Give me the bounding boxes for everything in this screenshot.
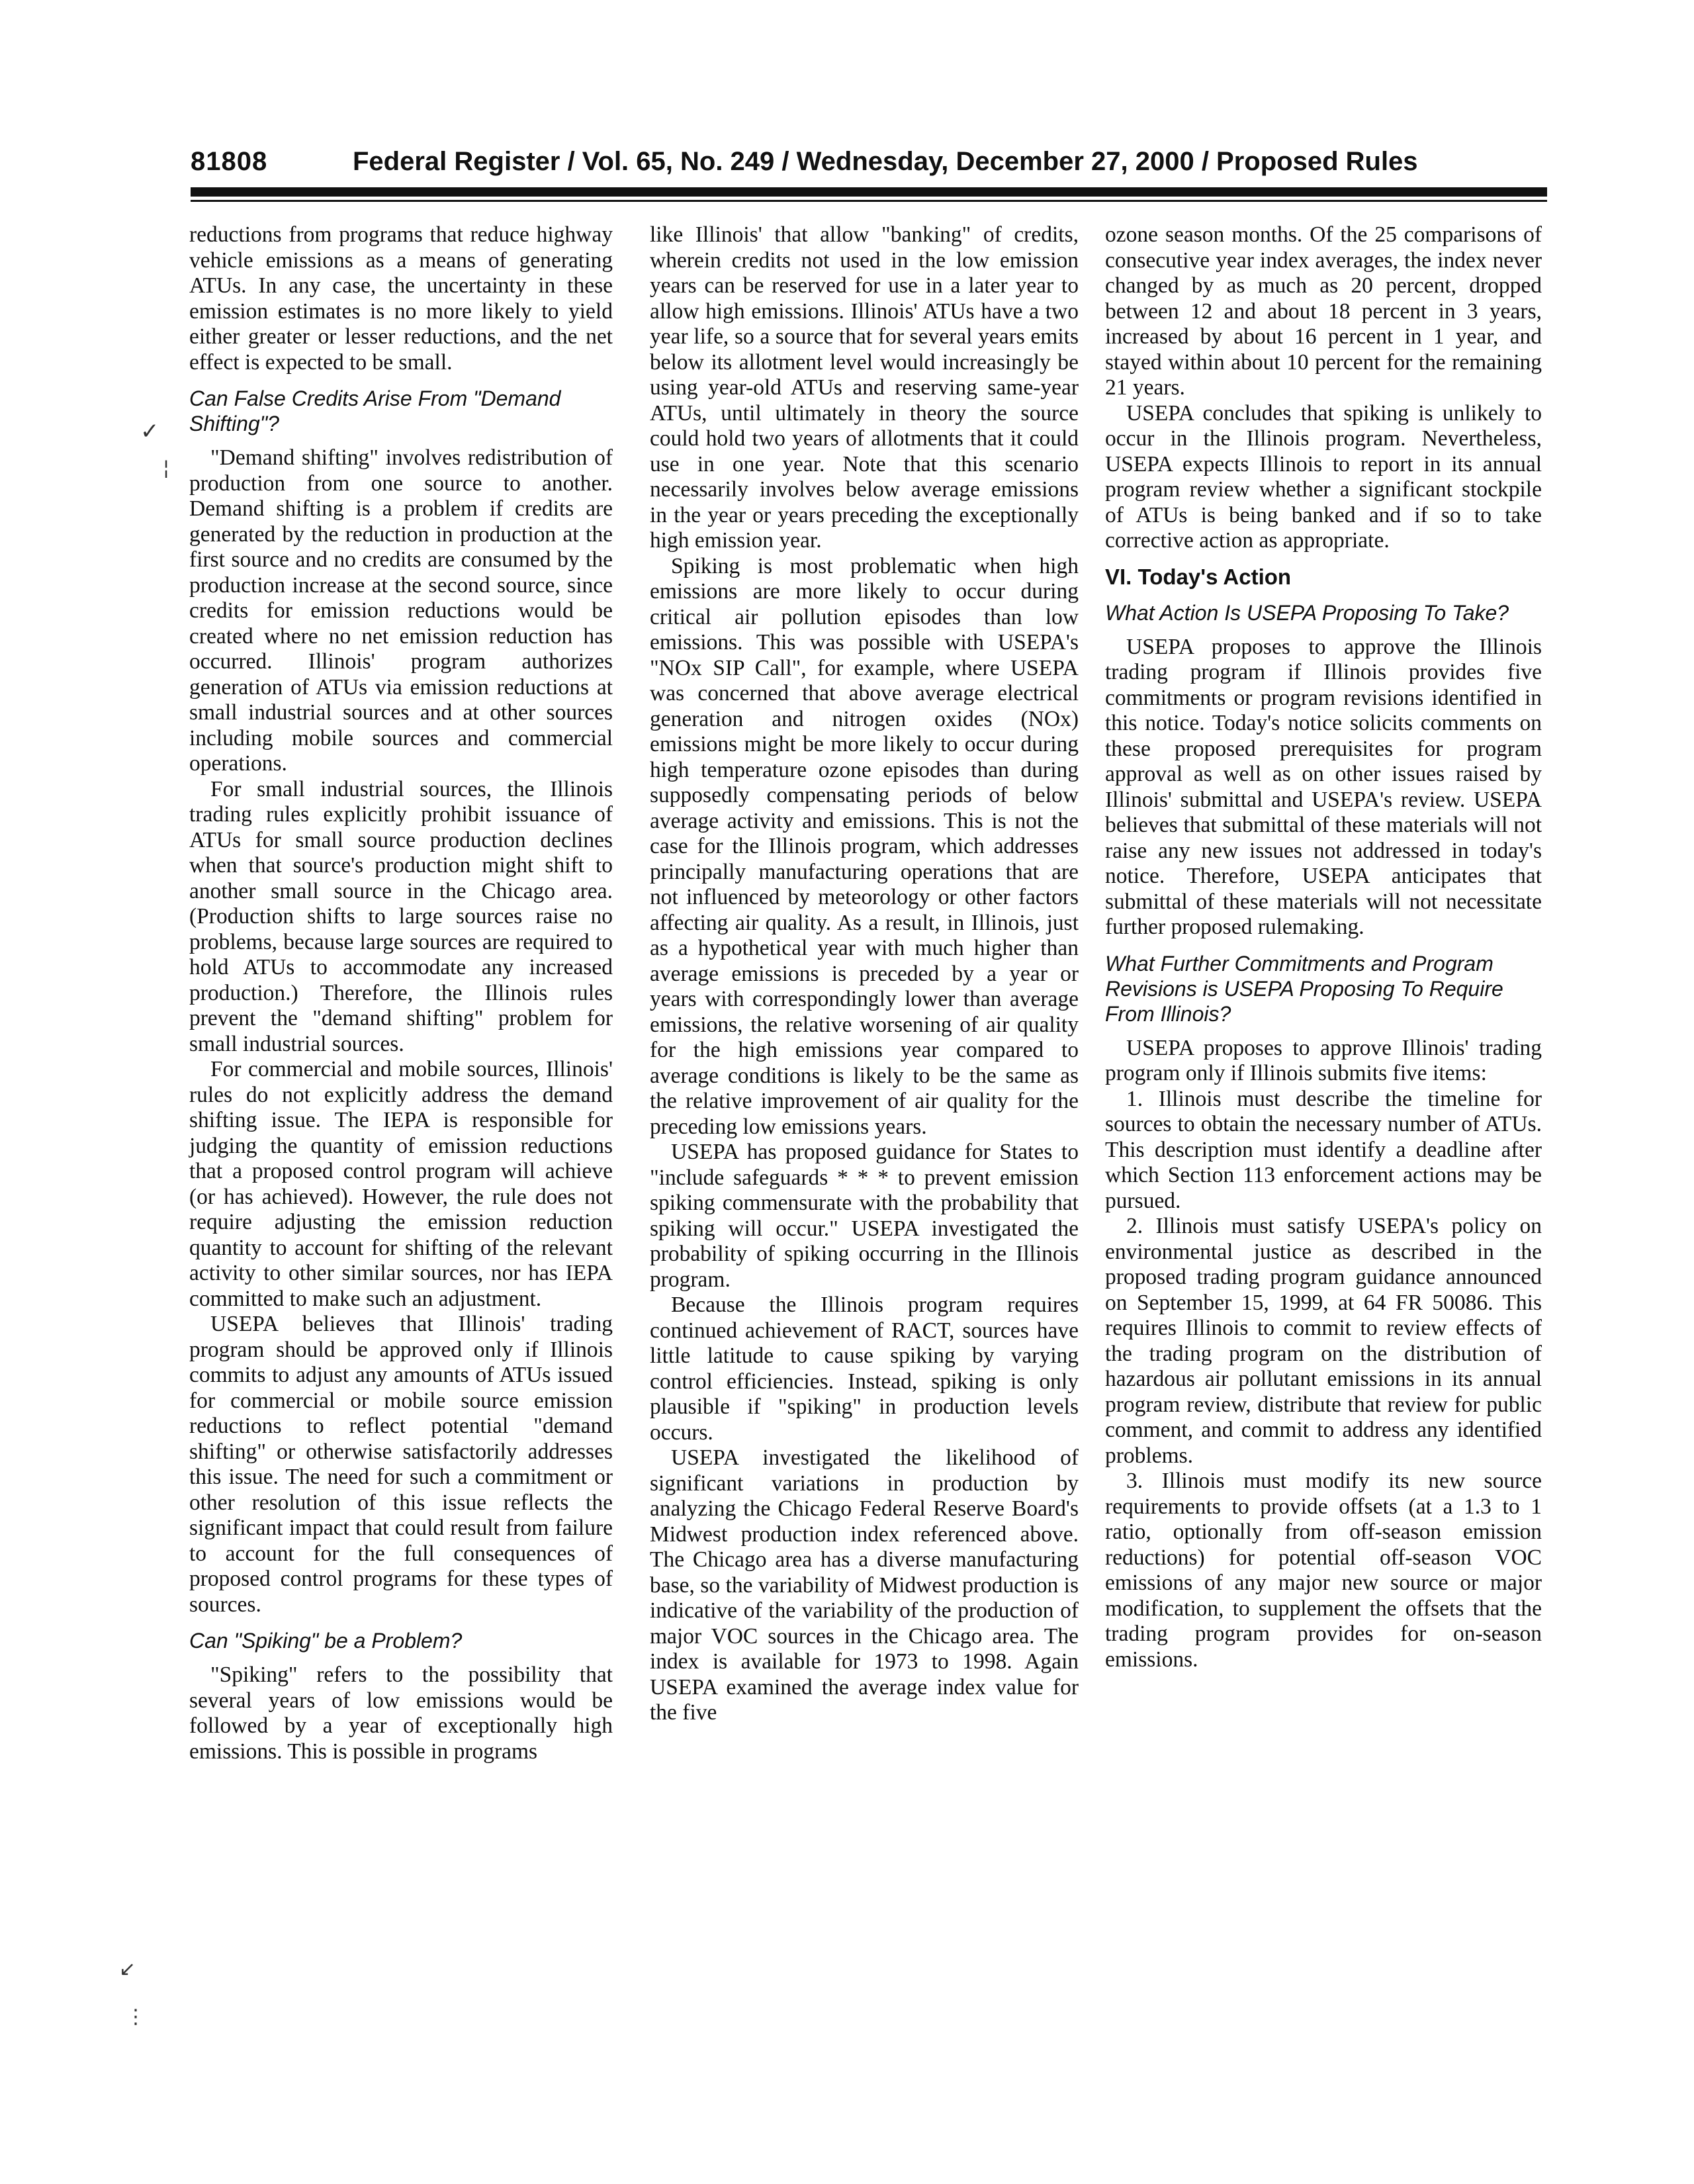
paragraph: USEPA believes that Illinois' trading program should be approved only if Illinois commits to adjust any amounts of ATUs issued for commercial or mobile source emission reductions to reflect potential "demand shifting" or otherwise satisfactorily addresses this issue. The need for such a commitment or other resolution of this issue reflects the significant impact that could result from failure to account for the full consequences of proposed control programs for these types of sources. [189, 1312, 613, 1617]
margin-arrow-mark: ↙ [119, 1958, 136, 1981]
paragraph: ozone season months. Of the 25 comparisons of consecutive year index averages, the index never changed by as much as 20 percent, dropped between 12 and about 18 percent in 3 years, increased by about 16 percent in 1 year, and stayed within about 10 percent for the remaining 21 years. [1105, 222, 1542, 400]
page-number: 81808 [191, 147, 268, 176]
paragraph: Spiking is most problematic when high emissions are more likely to occur during critical air pollution episodes than low emissions. This was possible with USEPA's "NOx SIP Call", for example, where USEPA was concerned that above average electrical generation and nitrogen oxides (NOx) emissions might be more likely to occur during high temperature ozone episodes than during supposedly compensating periods of below average activity and emissions. This is not the case for the Illinois program, which addresses principally manufacturing operations that are not influenced by meteorology or other factors affecting air quality. As a result, in Illinois, just as a hypothetical year with much higher than average emissions is preceded by a year or years with correspondingly lower than average emissions, the relative worsening of air quality for the high emissions year compared to average conditions is likely to be the same as the relative improvement of air quality for the preceding low emissions years. [650, 553, 1079, 1139]
subheading-spiking: Can "Spiking" be a Problem? [189, 1629, 463, 1653]
paragraph: USEPA concludes that spiking is unlikely to occur in the Illinois program. Nevertheless, USEPA expects Illinois to report in its annual program review whether a significant stockpile of ATUs is being banked and if so to take corrective action as appropriate. [1105, 400, 1542, 553]
subheading-action: What Action Is USEPA Proposing To Take? [1105, 600, 1509, 625]
margin-tick-mark: ¦ [163, 457, 170, 480]
subheading-commitments: What Further Commitments and Program Revisions is USEPA Proposing To Require From Illinois? [1105, 951, 1503, 1026]
paragraph: USEPA has proposed guidance for States to "include safeguards * * * to prevent emission spiking commensurate with the probability that spiking will occur." USEPA investigated the probability of spiking occurring in the Illinois program. [650, 1140, 1079, 1292]
page-header [191, 147, 1540, 184]
paragraph: For small industrial sources, the Illinois trading rules explicitly prohibit issuance of ATUs for small source production declines when that source's production might shift to another small source in the Chicago area. (Production shifts to large sources raise no problems, because large sources are required to hold ATUs to accommodate any increased production.) Therefore, the Illinois rules prevent the "demand shifting" problem for small industrial sources. [189, 776, 613, 1056]
subheading-demand-shifting: Can False Credits Arise From "Demand Shifting"? [189, 387, 561, 435]
margin-dot-mark: ⋮ [126, 2005, 146, 2028]
paragraph: For commercial and mobile sources, Illinois' rules do not explicitly address the demand shifting issue. The IEPA is responsible for judging the quantity of emission reductions that a proposed control program will achieve (or has achieved). However, the rule does not require adjusting the emission reduction quantity to account for shifting of the relevant activity to other similar sources, nor has IEPA committed to make such an adjustment. [189, 1057, 613, 1311]
section-heading: VI. Today's Action [1105, 564, 1292, 589]
paragraph: USEPA proposes to approve Illinois' trading program only if Illinois submits five items: [1105, 1035, 1542, 1085]
list-item: 2. Illinois must satisfy USEPA's policy on environmental justice as described in the proposed trading program guidance announced on September 15, 1999, at 64 FR 50086. This requires Illinois to commit to review effects of the trading program on the distribution of hazardous air pollutant emissions in its annual program review, distribute that review for public comment, and commit to address any identified problems. [1105, 1214, 1542, 1468]
paragraph: Because the Illinois program requires continued achievement of RACT, sources have little latitude to cause spiking by varying control efficiencies. Instead, spiking is only plausible if "spiking" in production levels occurs. [650, 1293, 1079, 1445]
margin-check-mark: ✓ [140, 418, 159, 445]
list-item: 1. Illinois must describe the timeline for sources to obtain the necessary number of ATUs. This description must identify a deadline after which Section 113 enforcement actions may be pursued. [1105, 1086, 1542, 1213]
running-head: Federal Register / Vol. 65, No. 249 / Wednesday, December 27, 2000 / Proposed Rules [353, 147, 1418, 176]
paragraph: USEPA investigated the likelihood of significant variations in production by analyzing the Chicago Federal Reserve Board's Midwest production index referenced above. The Chicago area has a diverse manufacturing base, so the variability of Midwest production is indicative of the variability of the production of major VOC sources in the Chicago area. The index is available for 1973 to 1998. Again USEPA examined the average index value for the five [650, 1445, 1079, 1725]
column-3 [1105, 222, 1542, 1672]
header-rule-thin [191, 200, 1547, 202]
paragraph: like Illinois' that allow "banking" of credits, wherein credits not used in the low emission years can be reserved for use in a later year to allow high emissions. Illinois' ATUs have a two year life, so a source that for several years emits below its allotment level would increasingly be using year-old ATUs and reserving same-year ATUs, until ultimately in theory the source could hold two years of allotments that it could use in one year. Note that this scenario necessarily involves below average emissions in the year or years preceding the exceptionally high emission year. [650, 222, 1079, 553]
paragraph: reductions from programs that reduce highway vehicle emissions as a means of generating ATUs. In any case, the uncertainty in these emission estimates is no more likely to yield either greater or lesser reductions, and the net effect is expected to be small. [189, 222, 613, 375]
paragraph: USEPA proposes to approve the Illinois trading program if Illinois provides five commitments or program revisions identified in this notice. Today's notice solicits comments on these proposed prerequisites for program approval as well as on other issues raised by Illinois' submittal and USEPA's review. USEPA believes that submittal of these materials will not raise any new issues not addressed in today's notice. Therefore, USEPA anticipates that submittal of these materials will not necessitate further proposed rulemaking. [1105, 634, 1542, 939]
paragraph: "Spiking" refers to the possibility that several years of low emissions would be followed by a year of exceptionally high emissions. This is possible in programs [189, 1662, 613, 1764]
header-rule-thick [191, 187, 1547, 197]
paragraph: "Demand shifting" involves redistribution of production from one source to another. Demand shifting is a problem if credits are generated by the reduction in production at the first source and no credits are consumed by the production increase at the second source, since credits for emission reductions would be created where no net emission reduction has occurred. Illinois' program authorizes generation of ATUs via emission reductions at small industrial sources and at other sources including mobile sources and commercial operations. [189, 445, 613, 776]
column-1 [189, 222, 613, 1764]
column-2 [650, 222, 1079, 1726]
list-item: 3. Illinois must modify its new source requirements to provide offsets (at a 1.3 to 1 ratio, optionally from off-season emission reductions) for potential off-season VOC emissions of any major new source or major modification, to supplement the offsets that the trading program provides for on-season emissions. [1105, 1469, 1542, 1672]
